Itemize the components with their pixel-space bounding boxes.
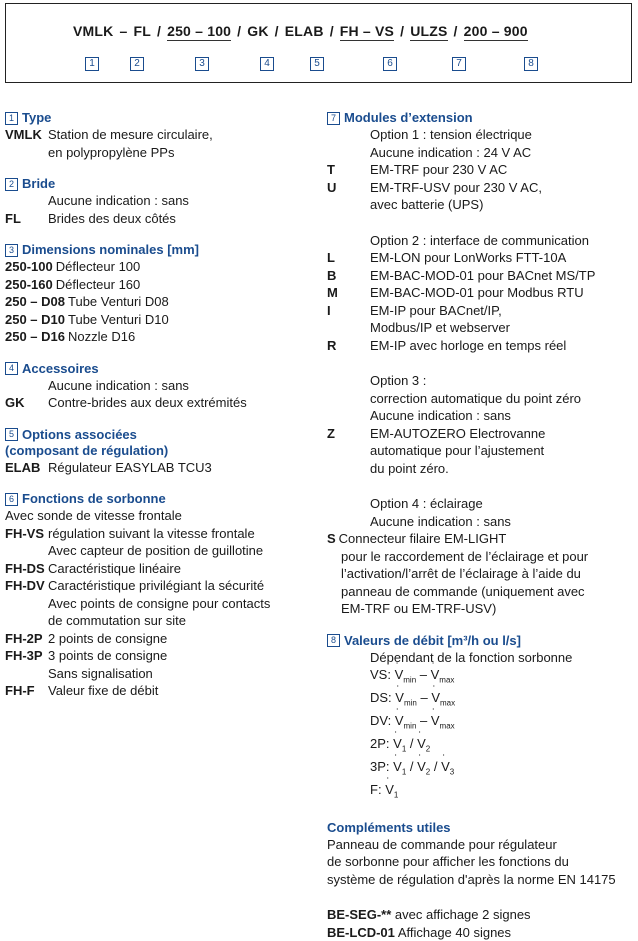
item-value: Régulateur EASYLAB TCU3 — [48, 459, 212, 475]
item-value: EM-IP pour BACnet/IP, — [370, 302, 502, 318]
flow-key: 3P: — [370, 759, 390, 775]
flow-key: DS: — [370, 690, 392, 706]
code-flow: 200 – 900 — [463, 23, 528, 39]
code-fonc: FH – VS — [339, 23, 395, 39]
item-continuation: avec batterie (UPS) — [370, 197, 484, 212]
flow-sub: max — [439, 675, 455, 685]
item-continuation: Avec points de consigne pour contacts — [48, 595, 271, 611]
v-dot-symbol: ˙ V — [431, 666, 440, 684]
section-heading — [5, 242, 305, 258]
item-value: avec affichage 2 signes — [394, 907, 531, 923]
item-value: EM-LON pour LonWorks FTT-10A — [370, 250, 567, 265]
item-key: FH-F — [5, 683, 35, 698]
section-title: Modules d’extension — [344, 110, 473, 125]
item-continuation: pour le raccordement de l’éclairage et pour — [341, 548, 589, 564]
section-complements — [327, 820, 633, 941]
flow-line-ds: DS: ˙ $V_{min}$ – ˙ $V_{max}$ — [327, 689, 633, 712]
item-continuation: EM-TRF ou EM-TRF-USV) — [341, 601, 497, 616]
flow-line-3p: 3P: ˙ $V_1$ / ˙ $V_2$ / ˙ $V_3$ — [327, 758, 633, 781]
code-number-6: 6 — [383, 57, 397, 71]
item-value: Caractéristique linéaire — [48, 560, 181, 576]
item-value: EM-AUTOZERO Electrovanne — [370, 425, 546, 441]
list-item — [327, 179, 633, 197]
item-key: B — [327, 267, 337, 283]
section-type — [5, 110, 305, 161]
list-item — [327, 267, 633, 285]
item-key: M — [327, 285, 338, 300]
list-item — [327, 337, 633, 355]
item-continuation: de commutation sur site — [48, 613, 187, 628]
flow-sub: max — [440, 698, 456, 708]
default-option: Aucune indication : sans — [48, 193, 189, 208]
code-opt: ELAB — [284, 23, 324, 39]
item-value: EM-TRF pour 230 V AC — [370, 162, 508, 177]
section-accessoires — [5, 361, 305, 412]
section-number: 1 — [5, 112, 18, 125]
section-subtitle: (composant de régulation) — [5, 442, 169, 458]
v-dot-symbol: ˙ V — [431, 712, 440, 730]
item-key: FH-VS — [5, 525, 44, 541]
item-key: ELAB — [5, 459, 41, 475]
section-heading — [5, 361, 305, 377]
code-bride: FL — [133, 23, 151, 39]
order-code: VMLK – FL / 250 – 100 / GK / ELAB / FH – VS / ULZS / 200 – 900 — [73, 23, 528, 39]
section-heading — [327, 633, 633, 649]
section-flow — [327, 633, 633, 805]
section-intro: Dépendant de la fonction sorbonne — [370, 649, 573, 665]
list-item — [5, 394, 305, 412]
item-key: FL — [5, 210, 21, 226]
code-dims: 250 – 100 — [167, 23, 232, 39]
item-value: Caractéristique privilégiant la sécurité — [48, 578, 265, 593]
item-value: EM-IP avec horloge en temps réel — [370, 337, 567, 353]
code-number-2: 2 — [130, 57, 144, 71]
flow-key: F: — [370, 782, 382, 798]
list-item — [5, 328, 305, 346]
flow-sub: max — [439, 721, 455, 731]
list-item — [5, 258, 305, 276]
item-value: Valeur fixe de débit — [48, 683, 159, 698]
section-heading — [5, 491, 305, 507]
item-value: Tube Venturi D08 — [68, 294, 169, 309]
flow-key: 2P: — [370, 736, 390, 752]
list-item — [327, 284, 633, 302]
list-item — [327, 924, 633, 941]
complements-title: Compléments utiles — [327, 819, 451, 835]
item-continuation: automatique pour l’ajustement — [370, 443, 545, 458]
complements-text: Panneau de commande pour régulateur — [327, 836, 557, 852]
item-key: U — [327, 179, 337, 195]
option-heading: Option 2 : interface de communication — [370, 232, 589, 248]
code-acc: GK — [247, 23, 269, 39]
order-code-box — [5, 3, 632, 83]
section-number: 6 — [5, 493, 18, 506]
section-number: 8 — [327, 634, 340, 647]
code-number-7: 7 — [452, 57, 466, 71]
item-key: FH-DV — [5, 578, 45, 593]
section-dimensions — [5, 242, 305, 346]
item-key: FH-3P — [5, 648, 43, 663]
item-value: 3 points de consigne — [48, 648, 168, 663]
code-type: VMLK — [73, 23, 114, 39]
section-title: Dimensions nominales [mm] — [22, 242, 199, 257]
section-title: Fonctions de sorbonne — [22, 491, 166, 506]
item-key: R — [327, 337, 337, 353]
section-number: 4 — [5, 362, 18, 375]
flow-sub: min — [403, 721, 417, 731]
option-heading: Option 4 : éclairage — [370, 496, 483, 511]
item-key: FH-DS — [5, 560, 45, 576]
list-item — [5, 647, 305, 665]
flow-sub: min — [403, 675, 417, 685]
item-key: BE-SEG-** — [327, 907, 392, 923]
item-value: Tube Venturi D10 — [68, 311, 169, 327]
list-item — [5, 293, 305, 311]
section-options — [5, 427, 305, 477]
flow-line-2p: 2P: ˙ $V_1$ / ˙ $V_2$ — [327, 735, 633, 758]
list-item — [5, 276, 305, 294]
section-number: 5 — [5, 428, 18, 441]
item-value: 2 points de consigne — [48, 630, 168, 646]
item-key: GK — [5, 395, 25, 410]
item-key: 250-160 — [5, 276, 53, 292]
list-item — [5, 630, 305, 648]
complements-text: de sorbonne pour afficher les fonctions du — [327, 854, 569, 870]
v-dot-symbol: ˙ V — [395, 712, 404, 730]
section-heading — [5, 110, 305, 126]
section-number: 7 — [327, 112, 340, 125]
flow-key: VS: — [370, 667, 391, 682]
flow-key: DV: — [370, 713, 392, 729]
item-key: 250 – D08 — [5, 294, 65, 309]
section-title: Options associées — [22, 426, 137, 442]
code-number-4: 4 — [260, 57, 274, 71]
list-item — [5, 682, 305, 700]
code-number-1: 1 — [85, 57, 99, 71]
item-key: T — [327, 162, 335, 177]
code-number-3: 3 — [195, 57, 209, 71]
section-heading — [5, 427, 305, 443]
section-title: Valeurs de débit [m³/h ou l/s] — [344, 632, 521, 648]
list-item — [327, 425, 633, 443]
item-key: VMLK — [5, 127, 42, 142]
item-value: Brides des deux côtés — [48, 210, 176, 226]
list-item — [5, 311, 305, 329]
v-dot-symbol: ˙ V — [395, 689, 404, 707]
flow-sub: min — [403, 698, 417, 708]
item-value: Déflecteur 100 — [55, 259, 141, 274]
v-dot-symbol: ˙ V — [395, 666, 404, 684]
item-key: S — [327, 531, 336, 546]
item-value: Nozzle D16 — [68, 329, 136, 344]
item-key: 250 – D10 — [5, 311, 65, 327]
left-column — [5, 110, 305, 715]
flow-line-vs: VS: ˙ $V_{min}$ – ˙ $V_{max}$ — [327, 666, 633, 689]
item-value: Contre-brides aux deux extrémités — [48, 395, 247, 410]
section-modules — [327, 110, 633, 618]
list-item — [327, 530, 633, 548]
option-heading-cont: correction automatique du point zéro — [370, 390, 582, 406]
default-option: Aucune indication : sans — [370, 513, 511, 529]
section-number: 2 — [5, 178, 18, 191]
section-heading — [5, 176, 305, 192]
item-value: Station de mesure circulaire, — [48, 127, 213, 142]
list-item — [327, 249, 633, 267]
v-dot-symbol: ˙ V — [431, 689, 440, 707]
item-value: Connecteur filaire EM-LIGHT — [338, 531, 507, 546]
item-key: Z — [327, 425, 335, 441]
section-fonctions — [5, 491, 305, 700]
item-continuation: en polypropylène PPs — [48, 144, 175, 160]
default-option: Aucune indication : sans — [48, 377, 189, 393]
list-item — [5, 525, 305, 543]
list-item — [327, 161, 633, 179]
item-value: Affichage 40 signes — [397, 924, 512, 940]
item-continuation: panneau de commande (uniquement avec — [341, 583, 585, 599]
list-item — [5, 560, 305, 578]
item-key: I — [327, 302, 331, 318]
flow-line-f: F: ˙ $V_1$ — [327, 781, 633, 804]
item-key: 250 – D16 — [5, 329, 65, 344]
item-continuation: Sans signalisation — [48, 665, 153, 681]
list-item — [5, 577, 305, 595]
item-continuation: Modbus/IP et webserver — [370, 320, 510, 335]
list-item — [5, 126, 305, 144]
item-value: EM-TRF-USV pour 230 V AC, — [370, 179, 542, 195]
list-item — [5, 210, 305, 228]
item-value: Déflecteur 160 — [55, 276, 141, 292]
item-continuation: Avec capteur de position de guillotine — [48, 543, 264, 558]
list-item — [5, 459, 305, 477]
option-heading: Option 1 : tension électrique — [370, 127, 532, 142]
section-heading — [327, 110, 633, 126]
code-mod: ULZS — [410, 23, 448, 39]
option-heading: Option 3 : — [370, 373, 427, 388]
item-key: 250-100 — [5, 259, 53, 274]
item-value: régulation suivant la vitesse frontale — [48, 525, 255, 541]
item-key: BE-LCD-01 — [327, 924, 395, 940]
section-title: Type — [22, 110, 52, 125]
default-option: Aucune indication : sans — [370, 408, 511, 423]
section-number: 3 — [5, 244, 18, 257]
item-continuation: l’activation/l’arrêt de l’éclairage à l’aide du — [341, 566, 581, 581]
section-bride — [5, 176, 305, 227]
list-item — [327, 302, 633, 320]
list-item — [327, 906, 633, 924]
flow-line-dv: DV: ˙ $V_{min}$ – ˙ $V_{max}$ — [327, 712, 633, 735]
default-option: Aucune indication : 24 V AC — [370, 144, 532, 160]
section-title: Bride — [22, 176, 56, 191]
right-column — [327, 110, 633, 941]
item-key: FH-2P — [5, 630, 43, 646]
item-continuation: du point zéro. — [370, 460, 449, 476]
complements-text: système de régulation d'après la norme EN 14175 — [327, 871, 616, 887]
item-key: L — [327, 250, 335, 265]
section-title: Accessoires — [22, 360, 99, 376]
item-value: EM-BAC-MOD-01 pour Modbus RTU — [370, 285, 584, 300]
item-value: EM-BAC-MOD-01 pour BACnet MS/TP — [370, 267, 596, 283]
section-intro: Avec sonde de vitesse frontale — [5, 508, 182, 523]
code-number-8: 8 — [524, 57, 538, 71]
code-number-5: 5 — [310, 57, 324, 71]
